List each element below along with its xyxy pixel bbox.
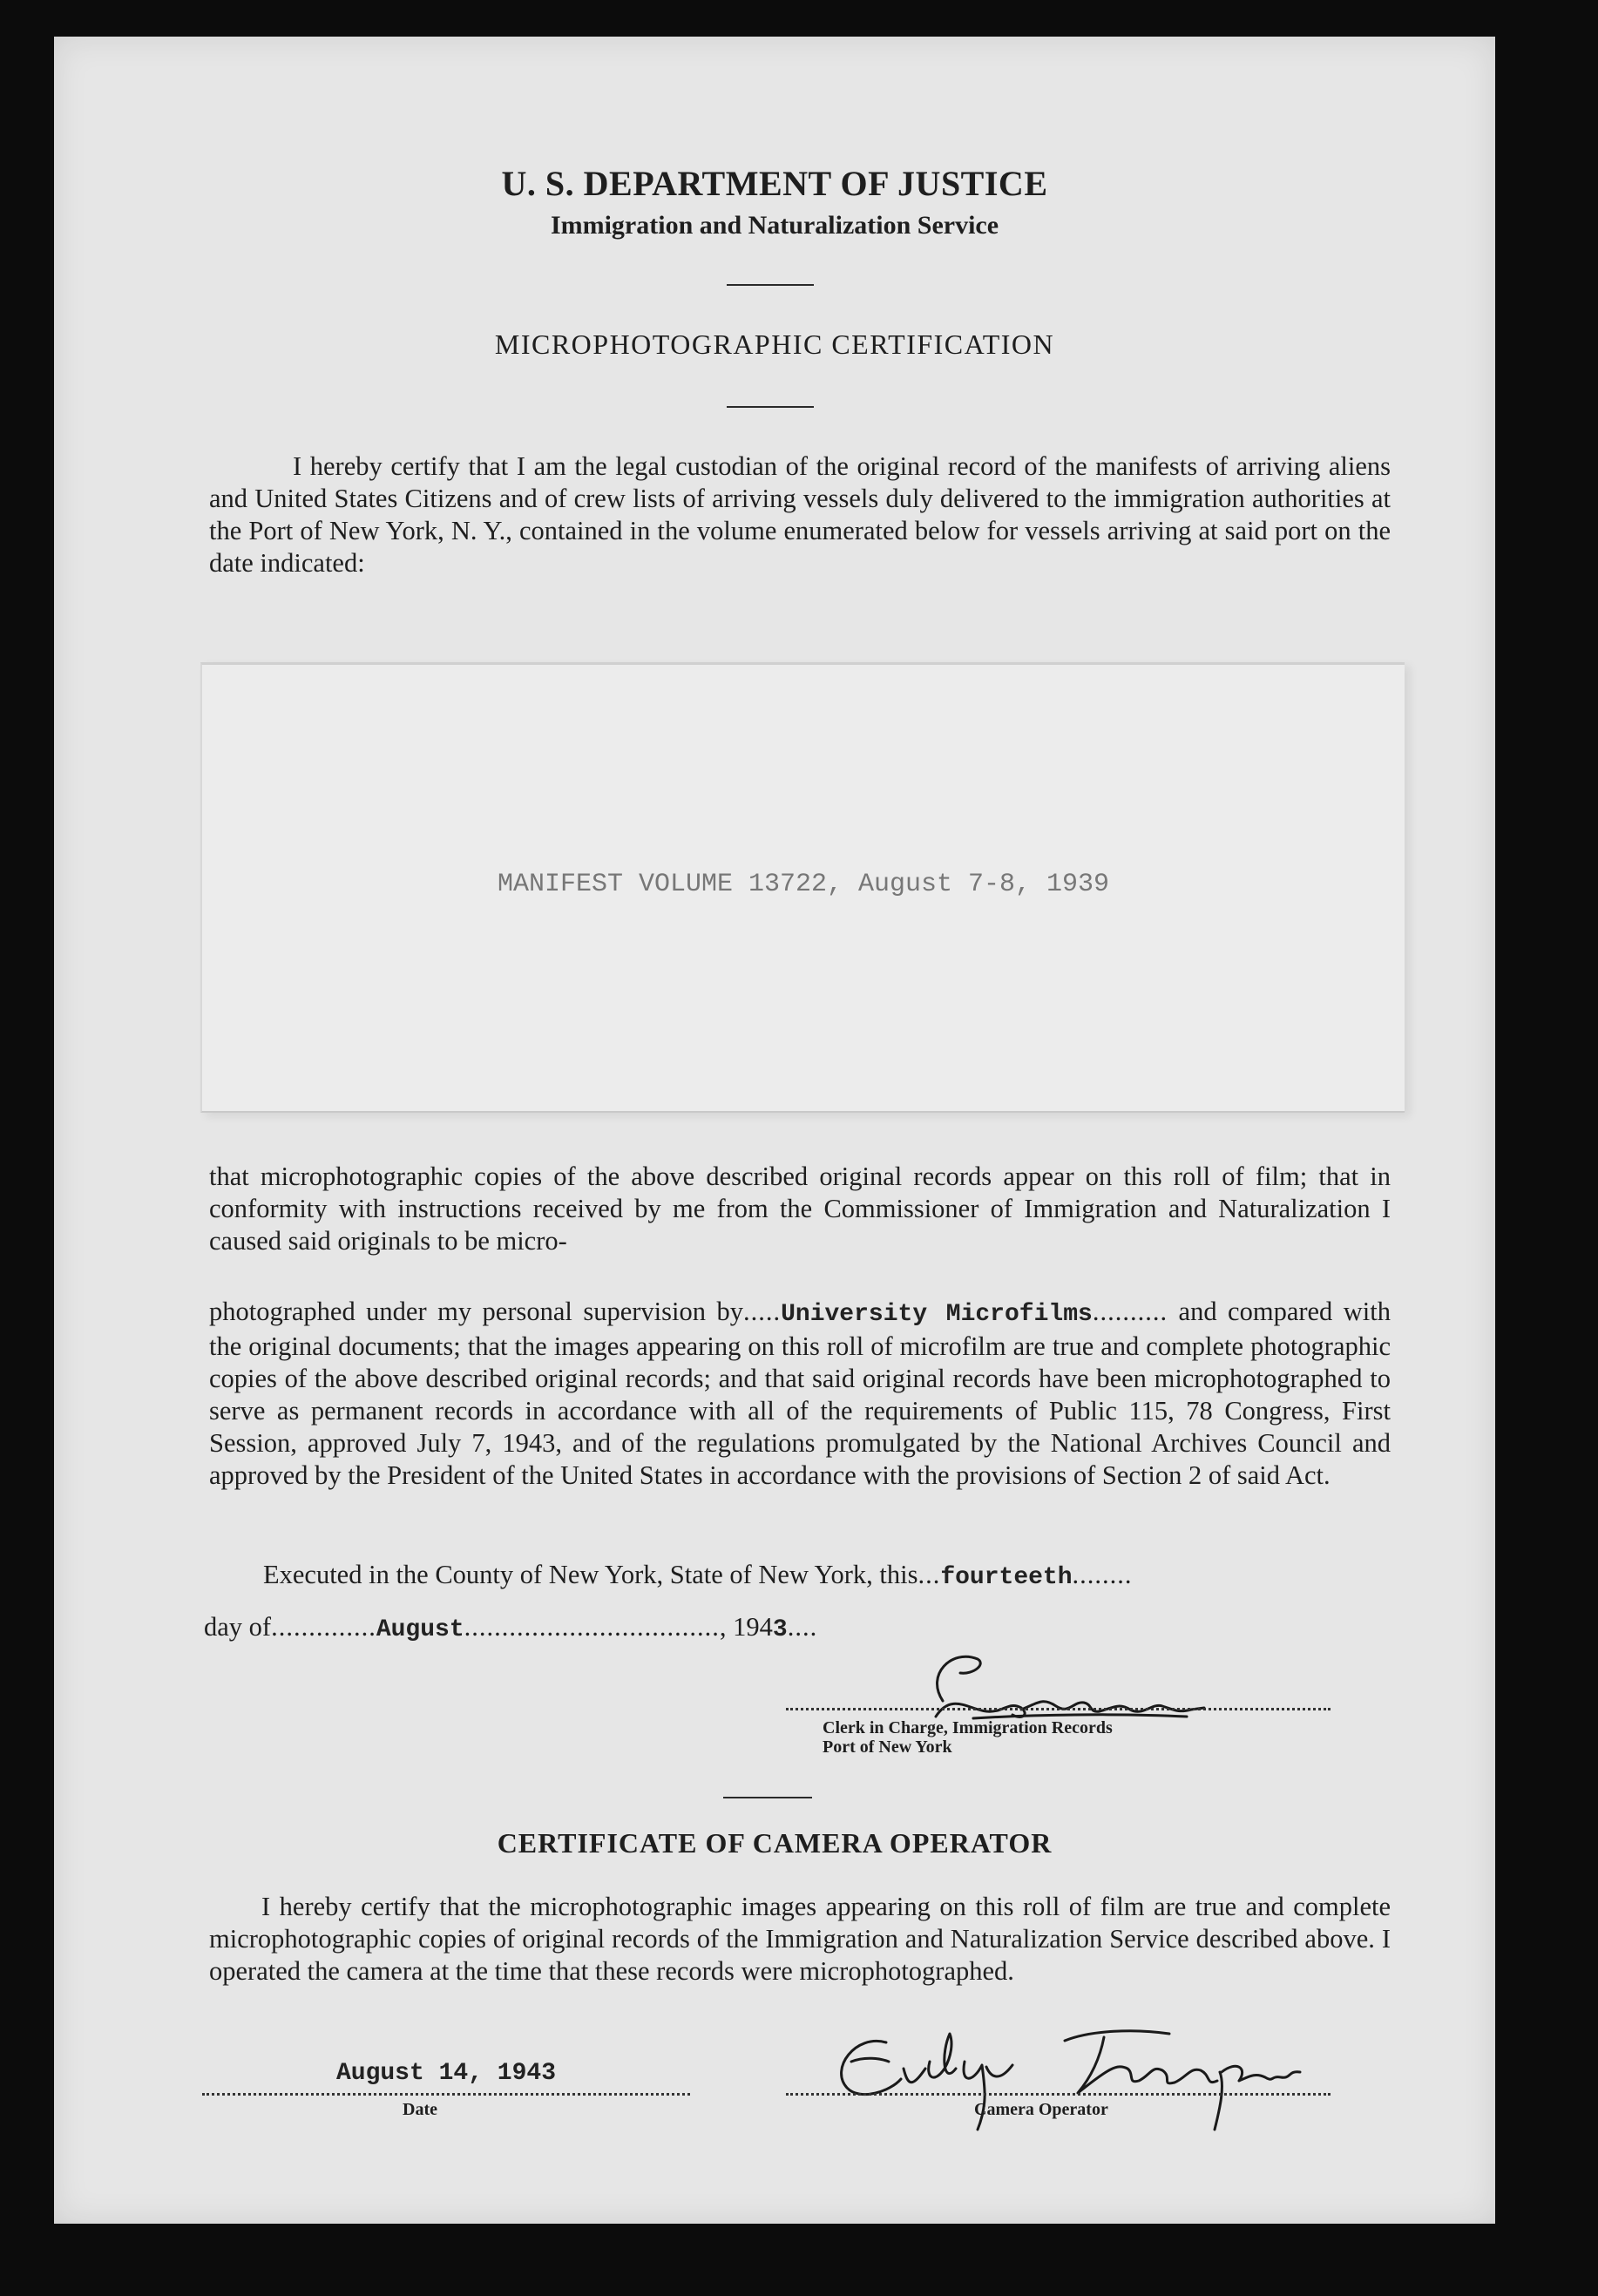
dot-leader: ..................................	[464, 1612, 720, 1642]
day-of-line	[204, 1612, 817, 1643]
supervisor-name: University Microfilms	[781, 1301, 1093, 1328]
execution-lead: Executed in the County of New York, State of New York, this	[263, 1560, 918, 1589]
manifest-slip	[200, 662, 1405, 1113]
dot-leader: ..............	[271, 1612, 376, 1642]
divider-bottom	[723, 1797, 812, 1798]
execution-line	[263, 1560, 1133, 1591]
execution-month: August	[376, 1616, 464, 1643]
department-heading: U. S. DEPARTMENT OF JUSTICE	[501, 164, 1048, 203]
document-page	[54, 37, 1495, 2224]
supervision-rest: and compared with the original documents; that the images appearing on this roll of microfilm are true and complete photographic copies of the above described original records; and that said original records have been microphotographed to serve as permanent records in accordance with all of the requirements of Public 115, 78 Congress, First Session, approved July 7, 1943, and of the regulations promulgated by the National Archives Council and approved by the President of the United States in accordance with the provisions of Section 2 of said Act.	[209, 1297, 1391, 1490]
date-line	[202, 2093, 690, 2096]
supervision-lead: photographed under my personal supervision by	[209, 1297, 743, 1326]
clerk-signature-line	[786, 1708, 1331, 1710]
camera-operator-paragraph: I hereby certify that the microphotographic images appearing on this roll of film are true and complete microphotographic copies of original records of the Immigration and Naturalization Service described above. I operated the camera at the time that these records were microphotographed.	[209, 1892, 1391, 1986]
dot-leader: ........	[1072, 1560, 1133, 1589]
dot-leader: ...	[917, 1560, 941, 1589]
service-subheading: Immigration and Naturalization Service	[550, 211, 999, 240]
camera-operator-label: Camera Operator	[974, 2100, 1108, 2119]
dot-leader: ..........	[1092, 1297, 1168, 1326]
execution-day: fourteeth	[940, 1564, 1073, 1591]
date-label: Date	[403, 2100, 437, 2119]
camera-date-value	[202, 2060, 690, 2087]
day-of-label: day of	[204, 1612, 272, 1642]
operator-signature-line	[786, 2093, 1331, 2096]
year-digit: 3	[772, 1616, 788, 1643]
copies-paragraph: that microphotographic copies of the above described original records appear on this roll of film; that in conformity with instructions received by me from the Commissioner of Immigration and Naturalization I caused said originals to be micro-	[209, 1162, 1391, 1256]
camera-date-text: August 14, 1943	[335, 2060, 557, 2087]
clerk-title-1: Clerk in Charge, Immigration Records	[823, 1718, 1113, 1737]
divider-middle	[727, 406, 814, 408]
dot-leader: .....	[742, 1297, 782, 1326]
divider-top	[727, 284, 814, 286]
dot-leader: ....	[787, 1612, 818, 1642]
clerk-title-2: Port of New York	[823, 1737, 952, 1757]
camera-operator-heading: CERTIFICATE OF CAMERA OPERATOR	[497, 1827, 1053, 1859]
custodian-paragraph: I hereby certify that I am the legal custodian of the original record of the manifests of arriving aliens and United States Citizens and of crew lists of arriving vessels duly delivered to the immigration authorities at the Port of New York, N. Y., contained in the volume enumerated below for vessels arriving at said port on the date indicated:	[209, 451, 1391, 578]
supervision-paragraph	[209, 1296, 1391, 1492]
year-prefix: , 194	[719, 1612, 773, 1642]
certification-title: MICROPHOTOGRAPHIC CERTIFICATION	[494, 328, 1055, 360]
manifest-volume-label: MANIFEST VOLUME 13722, August 7-8, 1939	[497, 870, 1110, 899]
